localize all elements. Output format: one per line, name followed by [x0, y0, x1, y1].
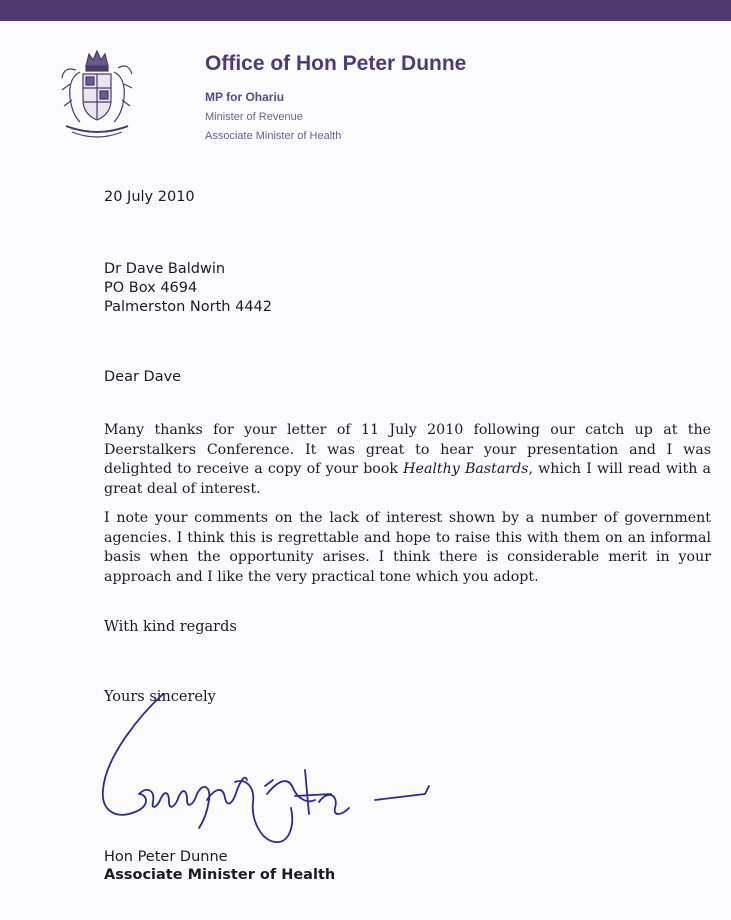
- signatory-name: Hon Peter Dunne: [104, 849, 228, 865]
- book-title: Healthy Bastards: [403, 461, 529, 477]
- office-electorate: MP for Ohariu: [205, 90, 285, 104]
- office-portfolio-health: Associate Minister of Health: [205, 130, 342, 142]
- body-paragraph-1: [104, 421, 711, 499]
- paragraph-1-text-start: Many thanks for your letter of 11 July 2010 following our catch up at the Deerstalkers Conference. It was great to hear your presentation and I was delighted to receive a copy of your book: [104, 422, 711, 477]
- paragraph-1-text-end: , which I will read with a great deal of interest.: [104, 461, 711, 497]
- handwritten-signature: [95, 690, 445, 860]
- office-portfolio-revenue: Minister of Revenue: [205, 111, 303, 123]
- signatory-title: Associate Minister of Health: [104, 867, 336, 883]
- letterhead-band: [0, 0, 731, 21]
- recipient-address: [104, 260, 272, 317]
- letter-date: 20 July 2010: [104, 189, 195, 205]
- body-paragraph-2: I note your comments on the lack of interest shown by a number of government agencies. I think this is regrettable and hope to raise this with them on an informal basis when the opportunity arises. I think there is considerable merit in your approach and I like the very practical tone which you adopt.: [104, 510, 711, 585]
- coat-of-arms-icon: [58, 48, 136, 140]
- recipient-name: Dr Dave Baldwin: [104, 261, 226, 277]
- office-title: Office of Hon Peter Dunne: [205, 52, 467, 75]
- recipient-po-box: PO Box 4694: [104, 280, 198, 296]
- closing-line: Yours sincerely: [104, 689, 216, 705]
- recipient-city: Palmerston North 4442: [104, 299, 272, 315]
- regards-line: With kind regards: [104, 619, 237, 635]
- salutation: Dear Dave: [104, 369, 182, 385]
